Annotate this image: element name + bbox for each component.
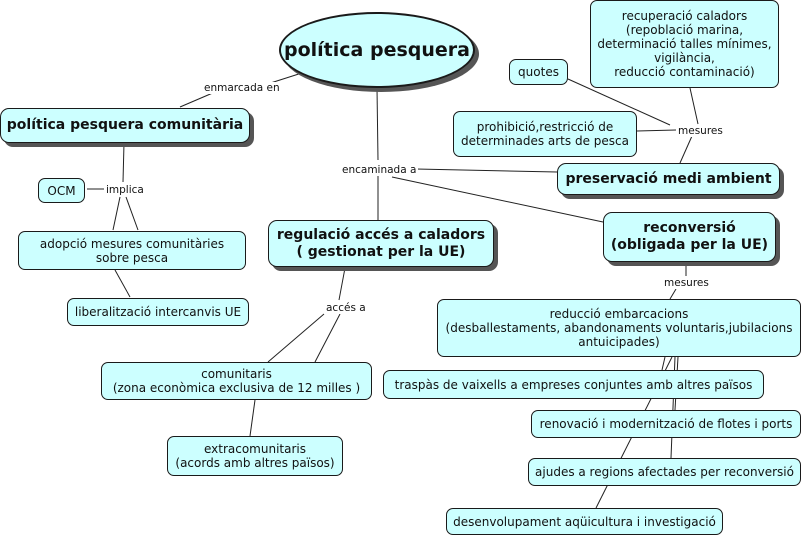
node-prohibicio[interactable] bbox=[453, 111, 637, 157]
node-extracomunitaris[interactable] bbox=[167, 436, 343, 476]
node-regulacio-acces[interactable] bbox=[268, 220, 494, 267]
node-label: extracomunitaris (acords amb altres països) bbox=[175, 442, 335, 470]
node-desenvolupament-aquicultura[interactable] bbox=[446, 508, 723, 535]
node-adopcio-mesures[interactable] bbox=[18, 231, 246, 270]
node-label: liberalització intercanvis UE bbox=[74, 305, 242, 319]
node-label: adopció mesures comunitàries sobre pesca bbox=[39, 236, 225, 265]
node-label: OCM bbox=[47, 183, 76, 198]
node-traspas-vaixells[interactable] bbox=[383, 370, 764, 399]
node-recuperacio-caladors[interactable] bbox=[590, 0, 779, 88]
node-preservacio-medi-ambient[interactable] bbox=[557, 163, 780, 195]
link-label-mesures-preservacio: mesures bbox=[678, 125, 723, 137]
node-quotes[interactable] bbox=[509, 59, 568, 85]
node-label: política pesquera comunitària bbox=[6, 117, 244, 133]
root-topic-node[interactable] bbox=[279, 12, 475, 88]
node-ocm[interactable] bbox=[38, 178, 85, 203]
node-renovacio-flotes[interactable] bbox=[531, 410, 801, 438]
node-label: regulació accés a caladors ( gestionat per la UE) bbox=[276, 226, 486, 260]
node-liberalitzacio[interactable] bbox=[67, 298, 249, 326]
node-label: traspàs de vaixells a empreses conjuntes amb altres països bbox=[394, 377, 753, 392]
link-label-implica: implica bbox=[106, 184, 144, 196]
link-label-encaminada: encaminada a bbox=[342, 164, 417, 176]
node-label: reducció embarcacions (desballestaments, abandonaments voluntaris,jubilacions antuicipades) bbox=[445, 307, 793, 349]
node-label: ajudes a regions afectades per reconversió bbox=[535, 465, 794, 479]
node-label: comunitaris (zona econòmica exclusiva de 12 milles ) bbox=[112, 367, 361, 395]
node-label: reconversió (obligada per la UE) bbox=[610, 220, 769, 253]
link-label-acces: accés a bbox=[326, 302, 366, 314]
root-topic-label: política pesquera bbox=[284, 39, 470, 61]
node-label: prohibició,restricció de determinades arts de pesca bbox=[461, 120, 629, 148]
node-reduccio-embarcacions[interactable] bbox=[437, 299, 801, 357]
node-comunitaris[interactable] bbox=[101, 362, 372, 400]
node-label: recuperació caladors (repoblació marina, determinació talles mínimes, vigilància, reducció contaminació) bbox=[597, 9, 772, 79]
node-label: desenvolupament aqüicultura i investigació bbox=[453, 514, 716, 529]
node-label: quotes bbox=[518, 65, 559, 79]
node-ajudes-regions[interactable] bbox=[528, 458, 801, 486]
node-label: renovació i modernització de flotes i ports bbox=[539, 417, 793, 431]
node-label: preservació medi ambient bbox=[565, 170, 772, 187]
link-label-mesures-reconversio: mesures bbox=[664, 277, 709, 289]
node-reconversio[interactable] bbox=[603, 212, 776, 262]
node-politica-pesquera-comunitaria[interactable] bbox=[0, 108, 250, 143]
link-label-enmarcada: enmarcada en bbox=[204, 82, 280, 94]
